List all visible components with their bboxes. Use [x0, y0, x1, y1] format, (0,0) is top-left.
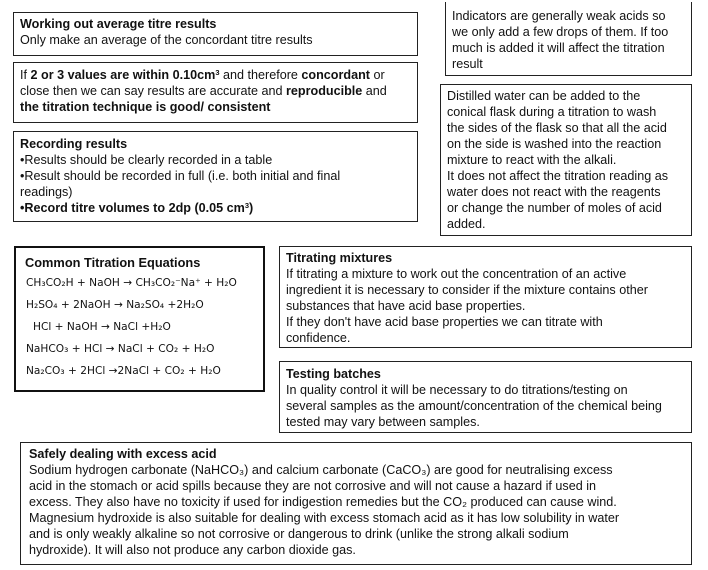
equation-line: H₂SO₄ + 2NaOH → Na₂SO₄ +2H₂O	[26, 299, 204, 311]
excess-line: excess. They also have no toxicity if used for indigestion remedies but the CO₂ produced can cause wind.	[29, 495, 617, 509]
distilled-line: or change the number of moles of acid	[447, 201, 662, 215]
distilled-line: conical flask during a titration to wash	[447, 105, 657, 119]
excess-line: Magnesium hydroxide is also suitable for dealing with excess stomach acid as it has low solubility in water	[29, 511, 620, 525]
equations-title: Common Titration Equations	[25, 255, 201, 270]
excess-title: Safely dealing with excess acid	[29, 447, 217, 461]
excess-acid-box	[20, 442, 692, 565]
mixtures-line: confidence.	[286, 331, 351, 345]
average-titre-text: Only make an average of the concordant titre results	[20, 33, 313, 47]
indicators-line: we only add a few drops of them. If too	[452, 25, 669, 39]
recording-line: readings)	[20, 185, 73, 199]
batches-line: In quality control it will be necessary to do titrations/testing on	[286, 383, 628, 397]
excess-line: and is only weakly alkaline so not corrosive or dangerous to drink (unlike the strong alkali sodium	[29, 527, 569, 541]
titrating-mixtures-box	[279, 246, 692, 348]
distilled-water-box	[440, 84, 692, 236]
concordant-line-2	[20, 83, 411, 99]
text: or	[369, 68, 385, 82]
recording-line: •Result should be recorded in full (i.e. both initial and final	[20, 169, 341, 183]
distilled-line: mixture to react with the alkali.	[447, 153, 617, 167]
mixtures-line: If they don't have acid base properties we can titrate with	[286, 315, 603, 329]
distilled-line: It does not affect the titration reading as	[447, 169, 668, 183]
recording-line: •Results should be clearly recorded in a table	[20, 153, 273, 167]
average-titre-box	[13, 12, 418, 56]
distilled-line: added.	[447, 217, 486, 231]
batches-line: tested may vary between samples.	[286, 415, 480, 429]
mixtures-line: ingredient it is necessary to consider if the mixture contains other	[286, 283, 648, 297]
text: •Record titre volumes to 2dp (0.05 cm	[20, 201, 245, 215]
text: )	[249, 201, 254, 215]
distilled-line: Distilled water can be added to the	[447, 89, 641, 103]
equations-box	[14, 246, 265, 392]
recording-results-box	[13, 131, 418, 222]
batches-line: several samples as the amount/concentration of the chemical being	[286, 399, 662, 413]
recording-title: Recording results	[20, 137, 128, 151]
text: and	[362, 84, 387, 98]
distilled-line: on the side is washed into the reaction	[447, 137, 662, 151]
concordant-bold-2: concordant	[301, 68, 370, 82]
recording-line-bold	[20, 200, 411, 216]
concordant-bold-3: reproducible	[286, 84, 363, 98]
excess-line: Sodium hydrogen carbonate (NaHCO₃) and calcium carbonate (CaCO₃) are good for neutralising excess	[29, 463, 613, 477]
mixtures-title: Titrating mixtures	[286, 251, 393, 265]
indicators-line: Indicators are generally weak acids so	[452, 9, 666, 23]
text: close then we can say results are accurate and	[20, 84, 287, 98]
equation-line: Na₂CO₃ + 2HCl →2NaCl + CO₂ + H₂O	[26, 365, 221, 377]
average-titre-title: Working out average titre results	[20, 17, 217, 31]
equation-line: HCl + NaOH → NaCl +H₂O	[33, 321, 171, 333]
concordant-line-1	[20, 67, 411, 83]
equation-line: NaHCO₃ + HCl → NaCl + CO₂ + H₂O	[26, 343, 215, 355]
concordant-bold-1	[31, 68, 220, 82]
excess-line: acid in the stomach or acid spills because they are not corrosive and will not cause a hazard if used in	[29, 479, 597, 493]
text: 2 or 3 values are within 0.10cm	[30, 68, 216, 82]
indicators-line: much is added it will affect the titration	[452, 41, 665, 55]
text: If	[20, 68, 31, 82]
distilled-line: water does not react with the reagents	[447, 185, 661, 199]
superscript: 3	[244, 201, 250, 210]
excess-line: hydroxide). It will also not produce any carbon dioxide gas.	[29, 543, 356, 557]
mixtures-line: substances that have acid base properties.	[286, 299, 526, 313]
testing-batches-box	[279, 361, 692, 433]
indicators-line: result	[452, 57, 483, 71]
concordant-line-3: the titration technique is good/ consistent	[20, 100, 271, 114]
distilled-line: the sides of the flask so that all the acid	[447, 121, 667, 135]
equation-line: CH₃CO₂H + NaOH → CH₃CO₂⁻Na⁺ + H₂O	[26, 277, 237, 289]
concordant-box	[13, 62, 418, 123]
indicators-box	[445, 2, 692, 76]
text: and therefore	[219, 68, 302, 82]
superscript: 3	[215, 68, 220, 77]
mixtures-line: If titrating a mixture to work out the concentration of an active	[286, 267, 627, 281]
batches-title: Testing batches	[286, 367, 381, 381]
